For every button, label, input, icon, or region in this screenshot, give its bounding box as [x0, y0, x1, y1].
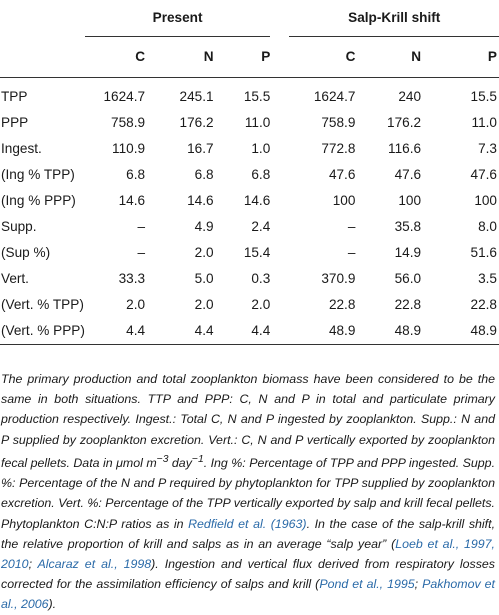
table-cell: 15.5: [243, 89, 271, 104]
table-cell: 15.5: [470, 89, 497, 104]
table-cell: 2.0: [251, 297, 271, 312]
group-header-salp-krill: Salp-Krill shift: [289, 0, 499, 37]
table-cell: –: [347, 219, 356, 234]
unit-exponent: −3: [156, 453, 169, 465]
table-cell: 176.2: [179, 115, 214, 130]
unit-mu: μ: [116, 455, 123, 470]
table-cell: 772.8: [321, 141, 356, 156]
group-header-row: [0, 0, 499, 37]
table-cell: 4.4: [194, 323, 214, 338]
table-cell: 6.8: [126, 167, 146, 182]
col-header-p: P: [487, 49, 497, 64]
table-cell: 245.1: [179, 89, 214, 104]
row-label: (Ing % PPP): [1, 193, 76, 208]
table-cell: 56.0: [394, 271, 422, 286]
table-row: [0, 214, 499, 240]
footnote-text: The primary production and total zooplankton biomass have been considered to be the same in both situations. TTP and PPP: C, N and P in total and particulate primary production respectively. Ingest.: Total C, N and P ingested by zooplankton. Supp.: N and P supplied by zooplankton excretion. Vert.: C, N and P vertically exported by zooplankton fecal pellets. Data in: [1, 372, 495, 470]
table-cell: 1624.7: [313, 89, 356, 104]
table-cell: 100: [474, 193, 497, 208]
footnote-text: . In the case of the salp-krill shift, the relative proportion of krill and salps as in an average “salp year” (: [1, 516, 496, 551]
row-label: TPP: [1, 89, 28, 104]
table-cell: 6.8: [194, 167, 214, 182]
table-row: [0, 110, 499, 136]
table-row: [0, 78, 499, 111]
table-cell: 47.6: [394, 167, 422, 182]
table-cell: 15.4: [243, 245, 271, 260]
row-label: (Vert. % PPP): [1, 323, 85, 338]
table-cell: 1624.7: [103, 89, 146, 104]
table-cell: 758.9: [111, 115, 146, 130]
table-row: [0, 292, 499, 318]
citation-link[interactable]: Pond et al., 1995: [319, 577, 415, 592]
row-label: Ingest.: [1, 141, 42, 156]
row-label: PPP: [1, 115, 29, 130]
table-cell: 22.8: [470, 297, 497, 312]
table-cell: 35.8: [394, 219, 422, 234]
table-cell: 1.0: [251, 141, 271, 156]
unit-day: day: [168, 455, 192, 470]
citation-link[interactable]: Redfield et al. (1963): [188, 516, 307, 531]
col-header-c: C: [345, 49, 356, 64]
table-cell: 22.8: [394, 297, 422, 312]
table-cell: –: [137, 245, 146, 260]
table-cell: 14.6: [118, 193, 146, 208]
col-header-n: N: [411, 49, 422, 64]
row-label: (Vert. % TPP): [1, 297, 84, 312]
table-cell: 7.3: [478, 141, 497, 156]
table-cell: 4.4: [126, 323, 146, 338]
footnote-text: ;: [28, 556, 38, 571]
table-cell: 116.6: [388, 141, 422, 156]
col-header-c: C: [135, 49, 146, 64]
table-cell: 240: [398, 89, 422, 104]
table-cell: 11.0: [244, 115, 271, 130]
table-cell: 110.9: [112, 141, 146, 156]
table-row: [0, 162, 499, 188]
table-cell: 33.3: [118, 271, 146, 286]
table-cell: 5.0: [194, 271, 214, 286]
footnote-text: ;: [414, 577, 423, 592]
row-label: (Sup %): [1, 245, 51, 260]
table-cell: 3.5: [478, 271, 497, 286]
footnote-text: ). Ingestion and vertical flux derived from respiratory losses corrected for the assimilation efficiency of salps and krill (: [1, 556, 495, 592]
table-cell: 51.6: [470, 245, 497, 260]
table-row: [0, 136, 499, 162]
table-row: [0, 188, 499, 214]
sub-header-row: [0, 37, 499, 78]
table-row: [0, 318, 499, 345]
table-cell: 14.6: [187, 193, 214, 208]
table-cell: 100: [398, 193, 422, 208]
group-header-present: Present: [85, 0, 270, 37]
table-cell: 100: [332, 193, 356, 208]
table-cell: 11.0: [471, 115, 497, 130]
table-cell: 2.0: [194, 245, 214, 260]
table-cell: 6.8: [251, 167, 271, 182]
col-header-p: P: [261, 49, 271, 64]
table-cell: 47.6: [328, 167, 356, 182]
row-label: Vert.: [1, 271, 29, 286]
table-cell: 14.6: [243, 193, 271, 208]
table-row: [0, 240, 499, 266]
row-label: Supp.: [1, 219, 37, 234]
unit-exponent: −1: [191, 453, 204, 465]
col-header-n: N: [203, 49, 214, 64]
table-cell: 4.9: [194, 219, 214, 234]
citation-link[interactable]: Pakhomov et al., 2006: [1, 577, 495, 612]
table-cell: 4.4: [251, 323, 271, 338]
table-cell: 8.0: [478, 219, 497, 234]
table-cell: 48.9: [470, 323, 497, 338]
table-cell: 2.0: [126, 297, 146, 312]
table-cell: 0.3: [251, 271, 271, 286]
footnote-text: ).: [48, 597, 57, 612]
table-cell: 2.0: [194, 297, 214, 312]
table-cell: –: [347, 245, 356, 260]
table-cell: 370.9: [321, 271, 356, 286]
footnote-text: . Ing %: Percentage of TPP and PPP ingested. Supp. %: Percentage of the N and P required by phytoplankton for TPP supplied by zooplankton excretion. Vert. %: Percentage of the TPP vertically exported by salp and krill fecal pellets. Phytoplankton C:N:P ratios as in: [1, 455, 496, 531]
table-cell: –: [137, 219, 146, 234]
table-cell: 758.9: [321, 115, 356, 130]
row-label: (Ing % TPP): [1, 167, 75, 182]
table-cell: 47.6: [470, 167, 497, 182]
table-cell: 48.9: [328, 323, 356, 338]
table-cell: 176.2: [387, 115, 422, 130]
table-cell: 14.9: [394, 245, 422, 260]
table-cell: 22.8: [328, 297, 356, 312]
table-footnote: [1, 369, 495, 615]
table-cell: 2.4: [251, 219, 271, 234]
citation-link[interactable]: Alcaraz et al., 1998: [37, 556, 152, 571]
unit-mol: mol m: [122, 455, 157, 470]
table-row: [0, 266, 499, 292]
table-cell: 48.9: [394, 323, 422, 338]
citation-link[interactable]: Loeb et al., 1997, 2010: [1, 536, 495, 571]
table-cell: 16.7: [187, 141, 214, 156]
